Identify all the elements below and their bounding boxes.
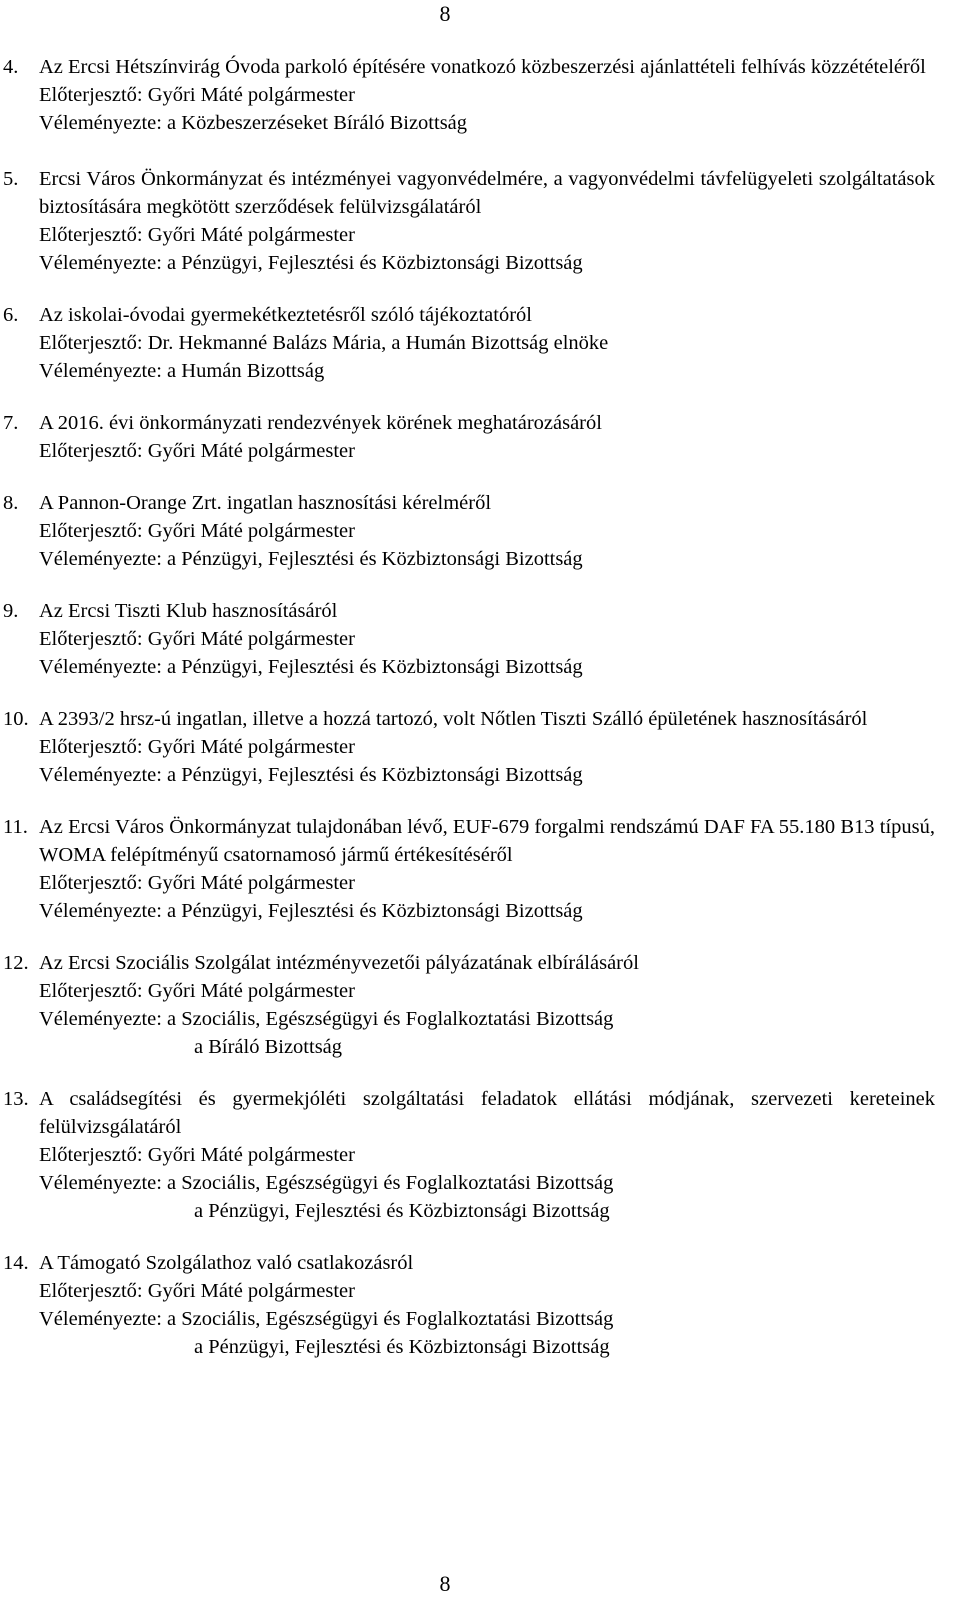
presenter-line: Előterjesztő: Győri Máté polgármester — [39, 520, 355, 542]
agenda-item-12 — [0, 949, 935, 1061]
item-title: Az Ercsi Szociális Szolgálat intézményvezetői pályázatának elbírálásáról — [39, 952, 639, 974]
item-number: 5. — [3, 168, 19, 190]
agenda-list — [0, 53, 960, 1361]
agenda-item-10 — [0, 705, 935, 789]
agenda-item-14 — [0, 1249, 935, 1361]
item-title: A 2393/2 hrsz-ú ingatlan, illetve a hozzá tartozó, volt Nőtlen Tiszti Szálló épületének hasznosításáról — [39, 708, 868, 730]
item-title: A családsegítési és gyermekjóléti szolgáltatási feladatok ellátási módjának, szervezeti kereteinek felülvizsgálatáról — [39, 1088, 935, 1138]
agenda-item-11 — [0, 813, 935, 925]
reviewer-line: Véleményezte: a Pénzügyi, Fejlesztési és Közbiztonsági Bizottság — [39, 548, 583, 570]
item-number: 12. — [3, 952, 29, 974]
reviewer-line: Véleményezte: a Pénzügyi, Fejlesztési és Közbiztonsági Bizottság — [39, 252, 583, 274]
item-number: 8. — [3, 492, 19, 514]
agenda-item-6 — [0, 301, 935, 385]
agenda-item-9 — [0, 597, 935, 681]
item-title: Ercsi Város Önkormányzat és intézményei vagyonvédelmére, a vagyonvédelmi távfelügyeleti szolgáltatások biztosítására megkötött szerződések felülvizsgálatáról — [39, 168, 935, 218]
agenda-item-7 — [0, 409, 935, 465]
presenter-line: Előterjesztő: Győri Máté polgármester — [39, 84, 355, 106]
reviewer-line: Véleményezte: a Humán Bizottság — [39, 360, 325, 382]
reviewer-line: Véleményezte: a Pénzügyi, Fejlesztési és Közbiztonsági Bizottság — [39, 900, 583, 922]
agenda-item-8 — [0, 489, 935, 573]
presenter-line: Előterjesztő: Győri Máté polgármester — [39, 1280, 355, 1302]
reviewer-line-extra: a Pénzügyi, Fejlesztési és Közbiztonsági Bizottság — [194, 1336, 610, 1358]
presenter-line: Előterjesztő: Győri Máté polgármester — [39, 980, 355, 1002]
presenter-line: Előterjesztő: Győri Máté polgármester — [39, 872, 355, 894]
item-title: Az Ercsi Város Önkormányzat tulajdonában lévő, EUF-679 forgalmi rendszámú DAF FA 55.180 B13 típusú, WOMA felépítményű csatornamosó jármű értékesítéséről — [39, 816, 935, 866]
item-number: 11. — [3, 816, 28, 838]
reviewer-line: Véleményezte: a Közbeszerzéseket Bíráló Bizottság — [39, 112, 468, 134]
reviewer-line: Véleményezte: a Szociális, Egészségügyi és Foglalkoztatási Bizottság — [39, 1008, 614, 1030]
presenter-line: Előterjesztő: Győri Máté polgármester — [39, 440, 355, 462]
item-title: A Pannon-Orange Zrt. ingatlan hasznosítási kérelméről — [39, 492, 492, 514]
page-number-bottom: 8 — [439, 1571, 451, 1596]
reviewer-line: Véleményezte: a Pénzügyi, Fejlesztési és Közbiztonsági Bizottság — [39, 656, 583, 678]
agenda-item-4 — [0, 53, 935, 137]
item-number: 6. — [3, 304, 19, 326]
item-title: A 2016. évi önkormányzati rendezvények körének meghatározásáról — [39, 412, 602, 434]
item-number: 4. — [3, 56, 19, 78]
reviewer-line-extra: a Pénzügyi, Fejlesztési és Közbiztonsági Bizottság — [194, 1200, 610, 1222]
presenter-line: Előterjesztő: Győri Máté polgármester — [39, 628, 355, 650]
agenda-item-13 — [0, 1085, 935, 1225]
item-number: 14. — [3, 1252, 29, 1274]
presenter-line: Előterjesztő: Dr. Hekmanné Balázs Mária, a Humán Bizottság elnöke — [39, 332, 609, 354]
item-title: Az Ercsi Tiszti Klub hasznosításáról — [39, 600, 338, 622]
item-title: Az Ercsi Hétszínvirág Óvoda parkoló építésére vonatkozó közbeszerzési ajánlattételi felhívás közzétételéről — [39, 56, 926, 78]
item-title: Az iskolai-óvodai gyermekétkeztetésről szóló tájékoztatóról — [39, 304, 532, 326]
presenter-line: Előterjesztő: Győri Máté polgármester — [39, 736, 355, 758]
reviewer-line: Véleményezte: a Szociális, Egészségügyi és Foglalkoztatási Bizottság — [39, 1172, 614, 1194]
item-title: A Támogató Szolgálathoz való csatlakozásról — [39, 1252, 414, 1274]
reviewer-line-extra: a Bíráló Bizottság — [194, 1036, 343, 1058]
reviewer-line: Véleményezte: a Pénzügyi, Fejlesztési és Közbiztonsági Bizottság — [39, 764, 583, 786]
page-number-top: 8 — [439, 1, 451, 26]
agenda-item-5 — [0, 165, 935, 277]
presenter-line: Előterjesztő: Győri Máté polgármester — [39, 1144, 355, 1166]
item-number: 7. — [3, 412, 19, 434]
presenter-line: Előterjesztő: Győri Máté polgármester — [39, 224, 355, 246]
reviewer-line: Véleményezte: a Szociális, Egészségügyi és Foglalkoztatási Bizottság — [39, 1308, 614, 1330]
item-number: 13. — [3, 1088, 29, 1110]
item-number: 10. — [3, 708, 29, 730]
item-number: 9. — [3, 600, 19, 622]
